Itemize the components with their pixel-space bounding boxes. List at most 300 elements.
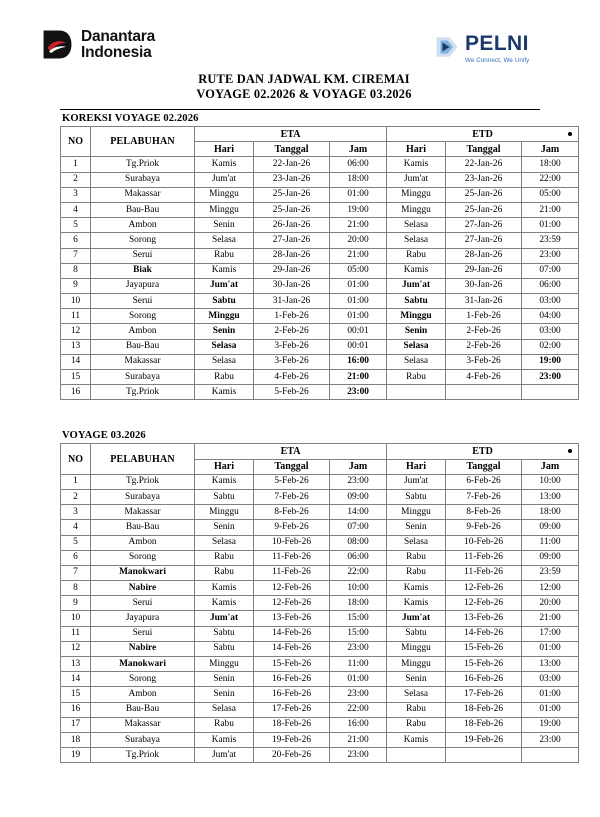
- cell-etd-jam: 23:59: [522, 233, 579, 248]
- cell-etd-jam: 06:00: [522, 278, 579, 293]
- cell-etd-tanggal: 14-Feb-26: [446, 626, 522, 641]
- cell-eta-jam: 22:00: [330, 702, 387, 717]
- cell-no: 11: [61, 309, 91, 324]
- cell-etd-jam: 03:00: [522, 672, 579, 687]
- cell-eta-tanggal: 16-Feb-26: [254, 672, 330, 687]
- cell-eta-tanggal: 9-Feb-26: [254, 520, 330, 535]
- cell-eta-hari: Minggu: [195, 202, 254, 217]
- cell-etd-hari: Sabtu: [387, 626, 446, 641]
- cell-etd-jam: 21:00: [522, 202, 579, 217]
- cell-etd-hari: Rabu: [387, 370, 446, 385]
- cell-port: Manokwari: [91, 657, 195, 672]
- cell-eta-hari: Selasa: [195, 354, 254, 369]
- column-header-pelabuhan: PELABUHAN: [91, 444, 195, 474]
- cell-eta-tanggal: 5-Feb-26: [254, 385, 330, 400]
- cell-port: Makassar: [91, 505, 195, 520]
- cell-eta-hari: Rabu: [195, 550, 254, 565]
- cell-etd-tanggal: 27-Jan-26: [446, 233, 522, 248]
- cell-eta-jam: 01:00: [330, 278, 387, 293]
- table-row: [61, 626, 579, 641]
- cell-etd-tanggal: 15-Feb-26: [446, 641, 522, 656]
- table-row: [61, 187, 579, 202]
- cell-port: Serui: [91, 596, 195, 611]
- cell-eta-tanggal: 18-Feb-26: [254, 717, 330, 732]
- cell-etd-hari: Minggu: [387, 505, 446, 520]
- cell-etd-tanggal: 22-Jan-26: [446, 157, 522, 172]
- cell-etd-hari: Rabu: [387, 248, 446, 263]
- table-row: [61, 550, 579, 565]
- cell-eta-tanggal: 23-Jan-26: [254, 172, 330, 187]
- cell-etd-jam: 18:00: [522, 505, 579, 520]
- cell-port: Makassar: [91, 187, 195, 202]
- cell-eta-tanggal: 13-Feb-26: [254, 611, 330, 626]
- cell-eta-tanggal: 3-Feb-26: [254, 339, 330, 354]
- cell-etd-jam: 13:00: [522, 489, 579, 504]
- cell-etd-hari: Senin: [387, 520, 446, 535]
- pelni-tagline: We Connect, We Unify: [465, 57, 530, 64]
- cell-etd-hari: Minggu: [387, 641, 446, 656]
- page-title-line-1: RUTE DAN JADWAL KM. CIREMAI: [198, 72, 410, 86]
- cell-etd-jam: 11:00: [522, 535, 579, 550]
- cell-port: Tg.Priok: [91, 474, 195, 489]
- cell-etd-tanggal: 25-Jan-26: [446, 187, 522, 202]
- cell-etd-hari: Senin: [387, 672, 446, 687]
- cell-eta-jam: 21:00: [330, 370, 387, 385]
- cell-etd-jam: 19:00: [522, 717, 579, 732]
- cell-etd-tanggal: 2-Feb-26: [446, 324, 522, 339]
- cell-eta-jam: 15:00: [330, 611, 387, 626]
- cell-eta-tanggal: 8-Feb-26: [254, 505, 330, 520]
- cell-etd-hari: Rabu: [387, 717, 446, 732]
- cell-no: 4: [61, 520, 91, 535]
- cell-no: 7: [61, 565, 91, 580]
- cell-eta-tanggal: 14-Feb-26: [254, 626, 330, 641]
- cell-etd-hari: Jum'at: [387, 172, 446, 187]
- cell-eta-jam: 21:00: [330, 248, 387, 263]
- cell-eta-tanggal: 15-Feb-26: [254, 657, 330, 672]
- cell-etd-jam: 01:00: [522, 641, 579, 656]
- cell-eta-jam: 16:00: [330, 354, 387, 369]
- cell-port: Tg.Priok: [91, 157, 195, 172]
- cell-eta-hari: Senin: [195, 672, 254, 687]
- cell-eta-hari: Senin: [195, 324, 254, 339]
- cell-no: 2: [61, 489, 91, 504]
- cell-eta-jam: 22:00: [330, 565, 387, 580]
- cell-port: Nabire: [91, 641, 195, 656]
- cell-eta-tanggal: 17-Feb-26: [254, 702, 330, 717]
- table-row: [61, 520, 579, 535]
- column-header-etd-tanggal: Tanggal: [446, 459, 522, 474]
- cell-etd-hari: [387, 385, 446, 400]
- cell-eta-hari: Kamis: [195, 157, 254, 172]
- cell-no: 3: [61, 187, 91, 202]
- column-header-etd-hari: Hari: [387, 459, 446, 474]
- cell-no: 12: [61, 641, 91, 656]
- cell-etd-hari: Kamis: [387, 157, 446, 172]
- cell-eta-jam: 00:01: [330, 324, 387, 339]
- column-group-header-eta: ETA: [195, 444, 387, 459]
- cell-port: Sorong: [91, 672, 195, 687]
- cell-etd-tanggal: 18-Feb-26: [446, 717, 522, 732]
- cell-etd-jam: 03:00: [522, 294, 579, 309]
- cell-eta-hari: Selasa: [195, 233, 254, 248]
- cell-no: 14: [61, 354, 91, 369]
- cell-etd-hari: Selasa: [387, 233, 446, 248]
- column-header-no: NO: [61, 444, 91, 474]
- cell-port: Makassar: [91, 354, 195, 369]
- column-header-eta-hari: Hari: [195, 459, 254, 474]
- cell-eta-hari: Selasa: [195, 535, 254, 550]
- cell-port: Jayapura: [91, 278, 195, 293]
- danantara-logo: [42, 29, 155, 60]
- table-row: [61, 172, 579, 187]
- cell-etd-hari: Rabu: [387, 550, 446, 565]
- section-label: KOREKSI VOYAGE 02.2026: [62, 113, 199, 124]
- cell-no: 13: [61, 339, 91, 354]
- table-row: [61, 218, 579, 233]
- cell-port: Ambon: [91, 535, 195, 550]
- table-row: [61, 748, 579, 763]
- column-header-pelabuhan: PELABUHAN: [91, 127, 195, 157]
- cell-etd-hari: Kamis: [387, 732, 446, 747]
- cell-no: 16: [61, 702, 91, 717]
- cell-no: 17: [61, 717, 91, 732]
- cell-etd-jam: 01:00: [522, 687, 579, 702]
- cell-etd-jam: 23:00: [522, 248, 579, 263]
- cell-eta-tanggal: 12-Feb-26: [254, 596, 330, 611]
- cell-etd-jam: 07:00: [522, 263, 579, 278]
- cell-eta-hari: Jum'at: [195, 748, 254, 763]
- cell-etd-jam: 19:00: [522, 354, 579, 369]
- schedule-table-koreksi-voyage-02: [60, 126, 579, 400]
- cell-no: 6: [61, 550, 91, 565]
- cell-no: 10: [61, 611, 91, 626]
- cell-eta-tanggal: 2-Feb-26: [254, 324, 330, 339]
- cell-port: Biak: [91, 263, 195, 278]
- etd-bullet-dot-icon: [568, 449, 572, 453]
- cell-etd-tanggal: 28-Jan-26: [446, 248, 522, 263]
- cell-eta-jam: 01:00: [330, 294, 387, 309]
- cell-eta-jam: 16:00: [330, 717, 387, 732]
- cell-etd-hari: Selasa: [387, 687, 446, 702]
- cell-eta-hari: Senin: [195, 687, 254, 702]
- table-body: [61, 474, 579, 763]
- cell-port: Bau-Bau: [91, 520, 195, 535]
- column-group-header-eta: ETA: [195, 127, 387, 142]
- cell-eta-hari: Selasa: [195, 702, 254, 717]
- cell-etd-hari: Rabu: [387, 702, 446, 717]
- cell-etd-hari: Sabtu: [387, 294, 446, 309]
- cell-etd-jam: 21:00: [522, 611, 579, 626]
- table-row: [61, 505, 579, 520]
- cell-etd-tanggal: 10-Feb-26: [446, 535, 522, 550]
- document-header-logos: [0, 0, 600, 72]
- table-row: [61, 687, 579, 702]
- cell-etd-jam: 23:00: [522, 370, 579, 385]
- cell-no: 14: [61, 672, 91, 687]
- cell-etd-jam: 05:00: [522, 187, 579, 202]
- cell-no: 8: [61, 581, 91, 596]
- table-row: [61, 157, 579, 172]
- cell-no: 16: [61, 385, 91, 400]
- cell-no: 13: [61, 657, 91, 672]
- cell-eta-jam: 23:00: [330, 474, 387, 489]
- table-row: [61, 474, 579, 489]
- cell-no: 5: [61, 535, 91, 550]
- cell-etd-tanggal: 6-Feb-26: [446, 474, 522, 489]
- cell-no: 8: [61, 263, 91, 278]
- column-header-eta-tanggal: Tanggal: [254, 459, 330, 474]
- cell-eta-hari: Senin: [195, 520, 254, 535]
- table-row: [61, 672, 579, 687]
- table-row: [61, 294, 579, 309]
- cell-etd-tanggal: 15-Feb-26: [446, 657, 522, 672]
- cell-eta-hari: Kamis: [195, 581, 254, 596]
- column-header-eta-tanggal: Tanggal: [254, 142, 330, 157]
- cell-etd-jam: 17:00: [522, 626, 579, 641]
- cell-no: 4: [61, 202, 91, 217]
- cell-etd-jam: 03:00: [522, 324, 579, 339]
- cell-eta-tanggal: 19-Feb-26: [254, 732, 330, 747]
- column-group-header-etd: [387, 127, 579, 142]
- cell-eta-jam: 10:00: [330, 581, 387, 596]
- table-head: [61, 444, 579, 474]
- cell-etd-tanggal: 27-Jan-26: [446, 218, 522, 233]
- cell-eta-tanggal: 7-Feb-26: [254, 489, 330, 504]
- cell-port: Manokwari: [91, 565, 195, 580]
- cell-port: Ambon: [91, 218, 195, 233]
- cell-eta-tanggal: 1-Feb-26: [254, 309, 330, 324]
- cell-etd-hari: Kamis: [387, 596, 446, 611]
- cell-etd-tanggal: 12-Feb-26: [446, 581, 522, 596]
- cell-eta-jam: 14:00: [330, 505, 387, 520]
- cell-port: Nabire: [91, 581, 195, 596]
- cell-etd-hari: Jum'at: [387, 278, 446, 293]
- cell-no: 19: [61, 748, 91, 763]
- table-row: [61, 489, 579, 504]
- cell-eta-hari: Minggu: [195, 657, 254, 672]
- cell-eta-jam: 15:00: [330, 626, 387, 641]
- cell-etd-tanggal: 18-Feb-26: [446, 702, 522, 717]
- column-header-etd-jam: Jam: [522, 459, 579, 474]
- pelni-wordmark: [465, 33, 529, 66]
- cell-no: 9: [61, 278, 91, 293]
- cell-etd-tanggal: 9-Feb-26: [446, 520, 522, 535]
- cell-etd-tanggal: [446, 748, 522, 763]
- cell-port: Tg.Priok: [91, 385, 195, 400]
- column-header-no: NO: [61, 127, 91, 157]
- table-row: [61, 278, 579, 293]
- table-body: [61, 157, 579, 400]
- cell-eta-tanggal: 20-Feb-26: [254, 748, 330, 763]
- cell-etd-hari: Minggu: [387, 657, 446, 672]
- cell-etd-tanggal: 2-Feb-26: [446, 339, 522, 354]
- cell-no: 9: [61, 596, 91, 611]
- cell-eta-hari: Sabtu: [195, 626, 254, 641]
- cell-port: Surabaya: [91, 489, 195, 504]
- cell-eta-tanggal: 31-Jan-26: [254, 294, 330, 309]
- cell-eta-tanggal: 25-Jan-26: [254, 202, 330, 217]
- cell-eta-tanggal: 22-Jan-26: [254, 157, 330, 172]
- table-row: [61, 657, 579, 672]
- table-header-group-row: [61, 444, 579, 459]
- cell-eta-hari: Kamis: [195, 732, 254, 747]
- cell-eta-tanggal: 3-Feb-26: [254, 354, 330, 369]
- danantara-d-swoosh-icon: [42, 29, 73, 60]
- cell-eta-jam: 11:00: [330, 657, 387, 672]
- cell-port: Surabaya: [91, 370, 195, 385]
- column-header-etd-hari: Hari: [387, 142, 446, 157]
- table-row: [61, 248, 579, 263]
- column-group-header-etd-label: ETD: [472, 445, 493, 457]
- page-title: [0, 72, 600, 101]
- cell-etd-hari: Jum'at: [387, 474, 446, 489]
- cell-etd-jam: 01:00: [522, 218, 579, 233]
- voyage-section-koreksi: [60, 109, 561, 400]
- cell-eta-hari: Minggu: [195, 505, 254, 520]
- table-row: [61, 702, 579, 717]
- cell-port: Ambon: [91, 324, 195, 339]
- cell-no: 1: [61, 157, 91, 172]
- cell-eta-hari: Kamis: [195, 263, 254, 278]
- table-row: [61, 641, 579, 656]
- table-row: [61, 596, 579, 611]
- cell-port: Serui: [91, 248, 195, 263]
- cell-eta-jam: 23:00: [330, 385, 387, 400]
- cell-eta-hari: Kamis: [195, 474, 254, 489]
- cell-eta-hari: Jum'at: [195, 278, 254, 293]
- table-row: [61, 581, 579, 596]
- cell-no: 2: [61, 172, 91, 187]
- cell-etd-tanggal: 31-Jan-26: [446, 294, 522, 309]
- cell-etd-jam: [522, 748, 579, 763]
- cell-eta-hari: Senin: [195, 218, 254, 233]
- table-header-group-row: [61, 127, 579, 142]
- cell-port: Sorong: [91, 233, 195, 248]
- cell-eta-hari: Sabtu: [195, 641, 254, 656]
- pelni-name: PELNI: [465, 32, 529, 55]
- table-row: [61, 309, 579, 324]
- cell-no: 11: [61, 626, 91, 641]
- cell-etd-hari: Minggu: [387, 187, 446, 202]
- column-header-eta-hari: Hari: [195, 142, 254, 157]
- cell-etd-tanggal: 12-Feb-26: [446, 596, 522, 611]
- cell-etd-tanggal: 17-Feb-26: [446, 687, 522, 702]
- cell-etd-tanggal: 16-Feb-26: [446, 672, 522, 687]
- cell-port: Sorong: [91, 550, 195, 565]
- schedule-table-voyage-03: [60, 443, 579, 763]
- cell-eta-tanggal: 27-Jan-26: [254, 233, 330, 248]
- cell-port: Surabaya: [91, 172, 195, 187]
- section-label: VOYAGE 03.2026: [62, 430, 146, 442]
- table-head: [61, 127, 579, 157]
- cell-port: Makassar: [91, 717, 195, 732]
- cell-etd-hari: Selasa: [387, 354, 446, 369]
- cell-eta-tanggal: 14-Feb-26: [254, 641, 330, 656]
- cell-eta-jam: 19:00: [330, 202, 387, 217]
- cell-etd-jam: 09:00: [522, 520, 579, 535]
- table-row: [61, 732, 579, 747]
- cell-eta-hari: Jum'at: [195, 611, 254, 626]
- cell-eta-hari: Rabu: [195, 565, 254, 580]
- cell-eta-jam: 23:00: [330, 748, 387, 763]
- table-row: [61, 339, 579, 354]
- pelni-chevron-icon: [434, 34, 460, 60]
- cell-eta-hari: Kamis: [195, 385, 254, 400]
- cell-eta-tanggal: 11-Feb-26: [254, 550, 330, 565]
- cell-eta-hari: Rabu: [195, 248, 254, 263]
- danantara-line-1: Danantara: [81, 28, 156, 45]
- cell-eta-hari: Selasa: [195, 339, 254, 354]
- cell-etd-jam: 12:00: [522, 581, 579, 596]
- cell-eta-tanggal: 11-Feb-26: [254, 565, 330, 580]
- cell-eta-tanggal: 12-Feb-26: [254, 581, 330, 596]
- cell-etd-jam: 20:00: [522, 596, 579, 611]
- table-row: [61, 233, 579, 248]
- cell-etd-hari: Selasa: [387, 535, 446, 550]
- cell-eta-jam: 08:00: [330, 535, 387, 550]
- cell-etd-hari: [387, 748, 446, 763]
- cell-port: Jayapura: [91, 611, 195, 626]
- cell-etd-tanggal: 11-Feb-26: [446, 550, 522, 565]
- table-row: [61, 324, 579, 339]
- danantara-line-2: Indonesia: [81, 43, 152, 61]
- danantara-wordmark: [81, 29, 155, 60]
- cell-etd-jam: 22:00: [522, 172, 579, 187]
- cell-eta-jam: 23:00: [330, 641, 387, 656]
- cell-etd-jam: 13:00: [522, 657, 579, 672]
- table-row: [61, 202, 579, 217]
- cell-eta-tanggal: 5-Feb-26: [254, 474, 330, 489]
- cell-etd-hari: Rabu: [387, 565, 446, 580]
- cell-etd-jam: 23:00: [522, 732, 579, 747]
- table-row: [61, 385, 579, 400]
- cell-no: 6: [61, 233, 91, 248]
- column-group-header-etd: [387, 444, 579, 459]
- cell-etd-hari: Jum'at: [387, 611, 446, 626]
- cell-etd-hari: Kamis: [387, 263, 446, 278]
- cell-etd-tanggal: 13-Feb-26: [446, 611, 522, 626]
- cell-no: 7: [61, 248, 91, 263]
- table-row: [61, 611, 579, 626]
- cell-eta-hari: Rabu: [195, 370, 254, 385]
- cell-etd-tanggal: 1-Feb-26: [446, 309, 522, 324]
- cell-eta-hari: Minggu: [195, 309, 254, 324]
- etd-bullet-dot-icon: [568, 132, 572, 136]
- column-header-etd-jam: Jam: [522, 142, 579, 157]
- cell-etd-jam: 09:00: [522, 550, 579, 565]
- table-row: [61, 535, 579, 550]
- pelni-logo: [434, 33, 529, 66]
- cell-eta-jam: 05:00: [330, 263, 387, 278]
- cell-etd-tanggal: 3-Feb-26: [446, 354, 522, 369]
- table-row: [61, 263, 579, 278]
- cell-etd-hari: Kamis: [387, 581, 446, 596]
- column-group-header-etd-label: ETD: [472, 128, 493, 140]
- column-header-eta-jam: Jam: [330, 459, 387, 474]
- cell-etd-hari: Sabtu: [387, 489, 446, 504]
- table-row: [61, 354, 579, 369]
- cell-etd-hari: Selasa: [387, 218, 446, 233]
- cell-eta-tanggal: 16-Feb-26: [254, 687, 330, 702]
- cell-eta-hari: Sabtu: [195, 294, 254, 309]
- cell-port: Bau-Bau: [91, 202, 195, 217]
- cell-etd-tanggal: 23-Jan-26: [446, 172, 522, 187]
- cell-etd-hari: Selasa: [387, 339, 446, 354]
- cell-eta-jam: 18:00: [330, 596, 387, 611]
- cell-eta-hari: Rabu: [195, 717, 254, 732]
- cell-eta-jam: 07:00: [330, 520, 387, 535]
